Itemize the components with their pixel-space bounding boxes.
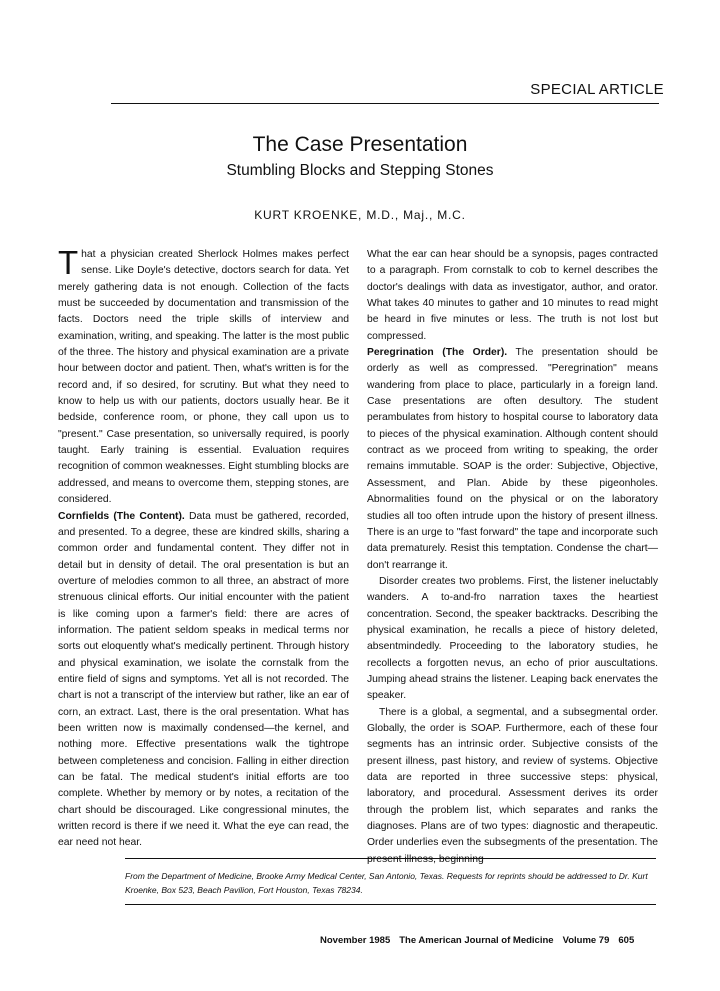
article-title: The Case Presentation — [252, 133, 468, 156]
order-paragraph: There is a global, a segmental, and a subsegmental order. Globally, the order is SOAP. Furthermore, each of these four segments has an intrinsic order. Subjective consists of the present illness, past history, and review of systems. Objective data are reported in three successive steps: physical, laboratory, and procedural. Assessment derives its order through the problem list, which separates and ranks the diagnoses. Plans are of two types: diagnostic and therapeutic. Order underlies even the subsegments of the presentation. The present illness, beginning — [367, 706, 658, 865]
right-column — [367, 247, 658, 868]
footnote-divider-top — [125, 858, 656, 859]
section-heading-cornfields: Cornfields (The Content). — [58, 510, 185, 522]
section-heading-peregrination: Peregrination (The Order). — [367, 347, 508, 359]
disorder-paragraph: Disorder creates two problems. First, the listener ineluctably wanders. A to-and-fro narration taxes the heartiest concentration. Second, the speaker backtracks. Describing the physical examination, he recalls a piece of history deleted, absentmindedly. Proceeding to the laboratory studies, he recollects a forgotten nevus, an echo of prior auscultations. Jumping ahead strains the listener. Leaping back enervates the speaker. — [367, 575, 658, 702]
footer-volume: Volume 79 — [562, 935, 610, 946]
page-footer — [320, 935, 634, 946]
footer-journal: The American Journal of Medicine — [399, 935, 554, 946]
footnote-divider-bottom — [125, 904, 656, 905]
article-subtitle: Stumbling Blocks and Stepping Stones — [226, 162, 494, 179]
cornfields-text: Data must be gathered, recorded, and presented. To a degree, these are kindred skills, sharing a common order and fundamental content. They differ not in detail but in density of detail. The oral presentation is but an overture of melodies common to all three, an abstract of more strenuous clinical efforts. Our initial encounter with the patient is like coming upon a farmer's field: there are acres of information. The patient seldom speaks in medical terms nor sorts out eloquently what's medically pertinent. Through history and physical examination, we isolate the cornstalk from the entire field of signs and symptoms. Yet all is not recorded. The chart is not a transcript of the interview but rather, like an ear of corn, an extract. Last, there is the oral presentation. What has been written now is maximally condensed—the kernel, and nothing more. Effective presentations walk the tightrope between completeness and concision. Falling in either direction can be fatal. The medical student's initial efforts are too complete. Whether by memory or by notes, a recitation of the chart should be discouraged. Like congressional minutes, the written record is there if we need it. What the eye can read, the ear need not hear. — [58, 510, 349, 849]
footer-date: November 1985 — [320, 935, 391, 946]
section-label: SPECIAL ARTICLE — [530, 81, 664, 98]
cornfields-paragraph — [58, 509, 349, 852]
intro-text: hat a physician created Sherlock Holmes makes perfect sense. Like Doyle's detective, doctors search for data. Yet merely gathering data is not enough. Collection of the facts must be succeeded by documentation and transmission of the facts. Doctors need the triple skills of interview and examination, writing, and speaking. The latter is the most public of the three. The history and physical examination are a private hour between doctor and patient. Then, what's written is for the record and, if so desired, for scrutiny. But what they need to know to help us with our patients, doctors usually hear. Be it bedside, conference room, or phone, they call upon us to "present." Case presentation, so universally required, is poorly taught. Early training is essential. Evaluation requires recognition of common weaknesses. Eight stumbling blocks are addressed, and means to overcome them, stepping stones, are considered. — [58, 249, 349, 506]
synopsis-paragraph: What the ear can hear should be a synopsis, pages contracted to a paragraph. From cornstalk to cob to kernel describes the doctor's dealings with data as investigator, author, and orator. What takes 40 minutes to gather and 10 minutes to read might be heard in five minutes or less. The truth is not lost but compressed. — [367, 249, 658, 342]
footer-page-number: 605 — [618, 935, 635, 946]
drop-cap: T — [58, 244, 79, 281]
intro-paragraph — [58, 244, 349, 509]
peregrination-text: The presentation should be orderly as well as compressed. "Peregrination" means wandering from place to place, particularly in a foreign land. Case presentations are often desultory. The student perambulates from history to hospital course to laboratory data to pieces of the physical examination. Although content should contract as we proceed from writing to speaking, the order remains immutable. SOAP is the order: Subjective, Objective, Assessment, and Plan. Abide by these pigeonholes. Abnormalities found on the physical or on the laboratory studies all too often intrude upon the history of present illness. There is an urge to "fast forward" the tape and incorporate such data prematurely. Resist this temptation. Condense the chart—don't rearrange it. — [367, 347, 658, 571]
author-byline: KURT KROENKE, M.D., Maj., M.C. — [254, 208, 466, 222]
affiliation-footnote: From the Department of Medicine, Brooke Army Medical Center, San Antonio, Texas. Requests for reprints should be addressed to Dr. Kurt Kroenke, Box 523, Beach Pavilion, Fort Houston, Texas 78234. — [125, 871, 648, 895]
section-divider — [111, 103, 659, 104]
peregrination-paragraph — [367, 345, 658, 574]
left-column — [58, 244, 349, 852]
